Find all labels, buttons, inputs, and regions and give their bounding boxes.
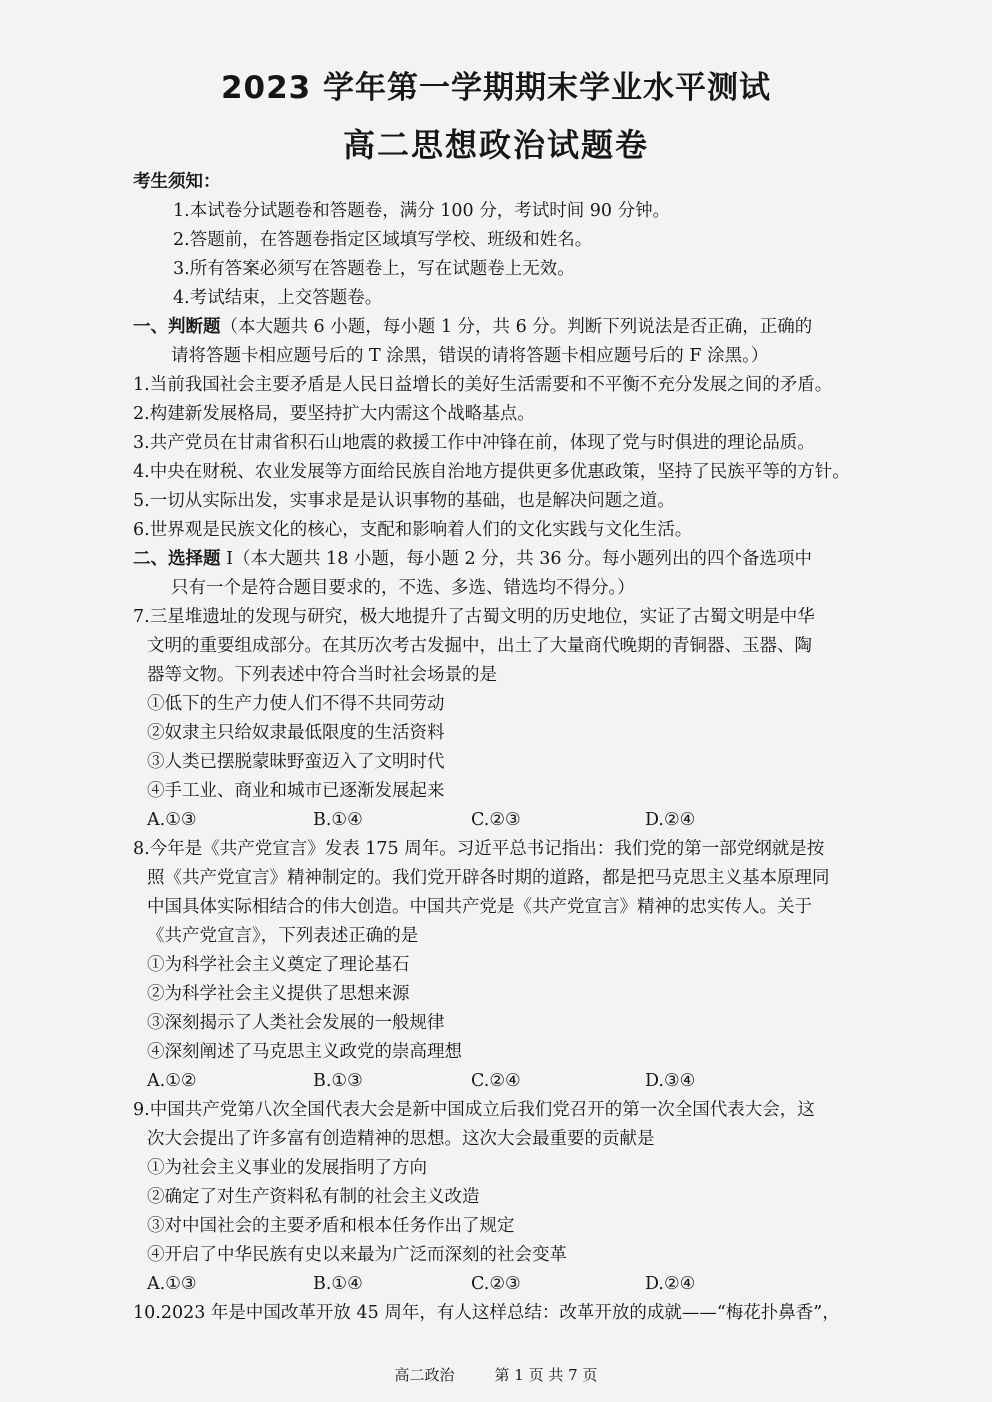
question-stem: 8.今年是《共产党宣言》发表 175 周年。习近平总书记指出：我们党的第一部党纲就是按 <box>133 839 825 859</box>
question-option: ④手工业、商业和城市已逐渐发展起来 <box>147 781 445 801</box>
question-stem: 文明的重要组成部分。在其历次考古发掘中，出土了大量商代晚期的青铜器、玉器、陶 <box>147 636 812 656</box>
answer-choice: C.②③ <box>471 810 521 830</box>
answer-choice: C.②④ <box>471 1071 521 1091</box>
answer-choice: B.①③ <box>313 1071 363 1091</box>
question-option: ④开启了中华民族有史以来最为广泛而深刻的社会变革 <box>147 1245 567 1265</box>
answer-choice: B.①④ <box>313 1274 363 1294</box>
answer-choice: D.③④ <box>645 1071 696 1091</box>
question-stem: 中国具体实际相结合的伟大创造。中国共产党是《共产党宣言》精神的忠实传人。关于 <box>147 897 812 917</box>
question-option: ③对中国社会的主要矛盾和根本任务作出了规定 <box>147 1216 515 1236</box>
answer-choice: A.①② <box>147 1071 197 1091</box>
judgement-item: 5.一切从实际出发，实事求是是认识事物的基础，也是解决问题之道。 <box>133 491 675 511</box>
question-option: ①为科学社会主义奠定了理论基石 <box>147 955 410 975</box>
question-stem: 器等文物。下列表述中符合当时社会场景的是 <box>147 665 497 685</box>
judgement-item: 2.构建新发展格局，要坚持扩大内需这个战略基点。 <box>133 404 535 424</box>
notice-item: 4.考试结束，上交答题卷。 <box>173 288 383 308</box>
section2-instruction: 只有一个是符合题目要求的，不选、多选、错选均不得分。） <box>171 578 635 598</box>
section2-instruction: （本大题共 18 小题，每小题 2 分，共 36 分。每小题列出的四个备选项中 <box>233 549 813 569</box>
question-option: ①为社会主义事业的发展指明了方向 <box>147 1158 427 1178</box>
section2-numeral: Ⅰ <box>226 549 233 569</box>
question-stem: 7.三星堆遗址的发现与研究，极大地提升了古蜀文明的历史地位，实证了古蜀文明是中华 <box>133 607 815 627</box>
answer-choice: C.②③ <box>471 1274 521 1294</box>
answer-choice: A.①③ <box>147 810 197 830</box>
section2-heading: 二、选择题 <box>133 549 221 569</box>
question-stem: 《共产党宣言》，下列表述正确的是 <box>147 926 419 946</box>
judgement-item: 4.中央在财税、农业发展等方面给民族自治地方提供更多优惠政策，坚持了民族平等的方针。 <box>133 462 850 482</box>
question-option: ②确定了对生产资料私有制的社会主义改造 <box>147 1187 480 1207</box>
judgement-item: 3.共产党员在甘肃省积石山地震的救援工作中冲锋在前，体现了党与时俱进的理论品质。 <box>133 433 815 453</box>
answer-choice: D.②④ <box>645 1274 696 1294</box>
question-stem: 9.中国共产党第八次全国代表大会是新中国成立后我们党召开的第一次全国代表大会，这 <box>133 1100 815 1120</box>
question-option: ④深刻阐述了马克思主义政党的崇高理想 <box>147 1042 462 1062</box>
exam-title: 2023 学年第一学期期末学业水平测试 <box>220 70 772 106</box>
notice-item: 1.本试卷分试题卷和答题卷，满分 100 分，考试时间 90 分钟。 <box>173 201 671 221</box>
footer-page-number: 第 1 页 共 7 页 <box>494 1366 598 1384</box>
question-option: ③深刻揭示了人类社会发展的一般规律 <box>147 1013 445 1033</box>
section1-heading: 一、判断题 <box>133 317 221 337</box>
section2-instruction-line <box>133 547 812 571</box>
exam-subtitle: 高二思想政治试题卷 <box>342 126 649 164</box>
question-option: ③人类已摆脱蒙昧野蛮迈入了文明时代 <box>147 752 445 772</box>
judgement-item: 6.世界观是民族文化的核心，支配和影响着人们的文化实践与文化生活。 <box>133 520 693 540</box>
question-stem: 照《共产党宣言》精神制定的。我们党开辟各时期的道路，都是把马克思主义基本原理同 <box>147 868 830 888</box>
question-option: ②奴隶主只给奴隶最低限度的生活资料 <box>147 723 445 743</box>
page-footer <box>0 1364 992 1385</box>
footer-subject: 高二政治 <box>394 1366 455 1384</box>
notice-item: 3.所有答案必须写在答题卷上，写在试题卷上无效。 <box>173 259 575 279</box>
answer-choice: D.②④ <box>645 810 696 830</box>
section1-instruction: （本大题共 6 小题，每小题 1 分，共 6 分。判断下列说法是否正确，正确的 <box>220 317 813 337</box>
notice-heading: 考生须知： <box>133 172 221 192</box>
section1-instruction-line <box>133 315 812 339</box>
question-option: ①低下的生产力使人们不得不共同劳动 <box>147 694 445 714</box>
question-stem: 次大会提出了许多富有创造精神的思想。这次大会最重要的贡献是 <box>147 1129 655 1149</box>
judgement-item: 1.当前我国社会主要矛盾是人民日益增长的美好生活需要和不平衡不充分发展之间的矛盾。 <box>133 375 833 395</box>
question-stem: 10.2023 年是中国改革开放 45 周年，有人这样总结：改革开放的成就——“梅花扑鼻香”， <box>133 1303 840 1323</box>
answer-choice: A.①③ <box>147 1274 197 1294</box>
question-option: ②为科学社会主义提供了思想来源 <box>147 984 410 1004</box>
section1-instruction: 请将答题卡相应题号后的 T 涂黑，错误的请将答题卡相应题号后的 F 涂黑。） <box>171 346 769 366</box>
answer-choice: B.①④ <box>313 810 363 830</box>
notice-item: 2.答题前，在答题卷指定区域填写学校、班级和姓名。 <box>173 230 593 250</box>
